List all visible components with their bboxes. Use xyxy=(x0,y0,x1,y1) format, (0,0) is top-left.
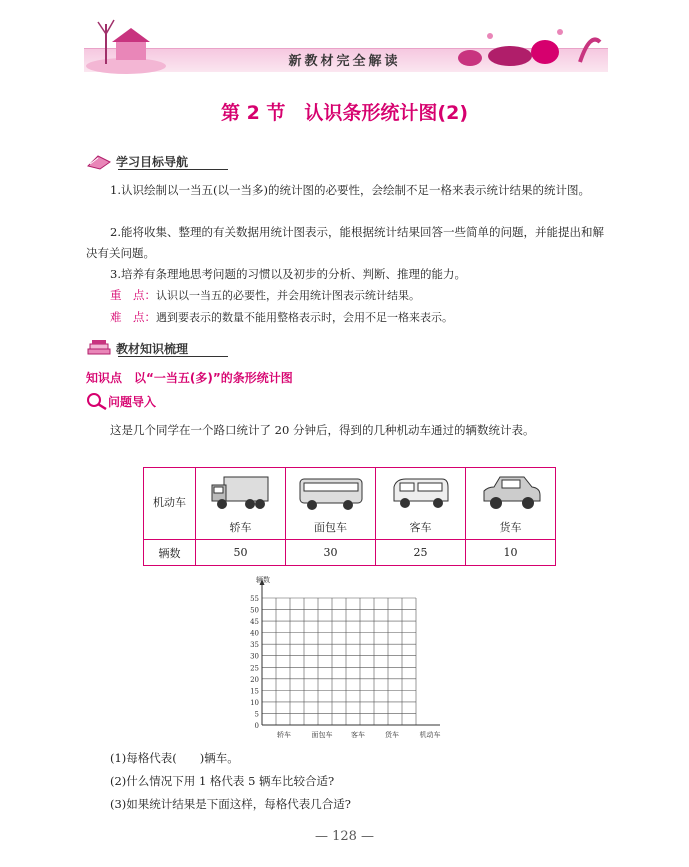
goals-heading: 学习目标导航 xyxy=(116,154,189,169)
difficult-point xyxy=(110,307,610,328)
vehicle-count: 25 xyxy=(376,540,466,566)
y-axis-label: 辆数 xyxy=(256,576,270,584)
y-tick-label: 40 xyxy=(250,629,259,638)
y-tick-label: 20 xyxy=(250,675,259,684)
vehicle-cell xyxy=(466,468,556,540)
x-category-label: 客车 xyxy=(351,731,365,739)
y-tick-label: 5 xyxy=(254,710,259,719)
y-tick-label: 50 xyxy=(250,606,259,615)
problem-intro-header xyxy=(86,392,156,410)
row-label-count: 辆数 xyxy=(144,540,196,566)
goal-item-1: 1.认识绘制以一当五(以一当多)的统计图的必要性，会绘制不足一格来表示统计结果的统计图。 xyxy=(110,183,590,197)
y-tick-label: 15 xyxy=(250,687,259,696)
problem-intro-text: 这是几个同学在一个路口统计了 20 分钟后，得到的几种机动车通过的辆数统计表。 xyxy=(110,423,535,437)
goals-header xyxy=(86,152,188,170)
vehicle-name: 面包车 xyxy=(314,521,347,534)
truck-icon xyxy=(210,473,272,513)
section-title: 第 2 节 认识条形统计图(2) xyxy=(220,102,469,124)
difficult-point-text: 遇到要表示的数量不能用整格表示时，会用不足一格来表示。 xyxy=(156,311,453,324)
y-tick-label: 0 xyxy=(254,722,259,730)
key-point xyxy=(110,285,610,306)
difficult-point-label: 难 点： xyxy=(110,310,156,324)
banner-title: 新教材完全解读 xyxy=(288,54,401,69)
vehicle-count: 50 xyxy=(196,540,286,566)
question-2: (2)什么情况下用 1 格代表 5 辆车比较合适? xyxy=(110,774,335,788)
van-icon xyxy=(390,473,452,513)
knowledge-header xyxy=(86,339,188,357)
vehicle-cell xyxy=(376,468,466,540)
blank-bar-chart-grid xyxy=(240,573,446,741)
book-icon xyxy=(86,152,112,170)
magnifier-icon xyxy=(86,392,108,410)
question-3: (3)如果统计结果是下面这样，每格代表几合适? xyxy=(110,797,351,811)
table-row xyxy=(144,540,556,566)
page-number: — 128 — xyxy=(314,829,375,844)
vehicle-name: 货车 xyxy=(499,521,522,534)
key-point-label: 重 点： xyxy=(110,288,156,302)
y-tick-label: 30 xyxy=(250,652,259,661)
vehicle-count-table xyxy=(143,467,556,566)
goal-item-3: 3.培养有条理地思考问题的习惯以及初步的分析、判断、推理的能力。 xyxy=(110,267,466,281)
x-category-label: 面包车 xyxy=(311,731,333,739)
books-icon xyxy=(86,339,112,357)
knowledge-heading: 教材知识梳理 xyxy=(116,341,189,356)
goal-item-2: 2.能将收集、整理的有关数据用统计图表示，能根据统计结果回答一些简单的问题，并能提出和解决有关问题。 xyxy=(86,225,604,260)
vehicle-cell xyxy=(196,468,286,540)
knowledge-point: 知识点 以“一当五(多)”的条形统计图 xyxy=(86,371,293,385)
x-category-label: 轿车 xyxy=(277,731,291,739)
vehicle-cell xyxy=(286,468,376,540)
y-tick-label: 10 xyxy=(250,698,259,707)
key-point-text: 认识以一当五的必要性，并会用统计图表示统计结果。 xyxy=(156,289,420,302)
vehicle-name: 轿车 xyxy=(229,521,252,534)
problem-intro-label: 问题导入 xyxy=(108,394,157,409)
vehicle-count: 30 xyxy=(286,540,376,566)
question-1: (1)每格代表( )辆车。 xyxy=(110,751,239,765)
row-label-vehicle: 机动车 xyxy=(144,468,196,540)
x-axis-label: 机动车 xyxy=(419,731,441,739)
vehicle-count: 10 xyxy=(466,540,556,566)
y-tick-label: 25 xyxy=(250,664,259,673)
car-icon xyxy=(480,473,542,513)
y-tick-label: 35 xyxy=(250,641,259,650)
x-category-label: 货车 xyxy=(385,731,399,739)
y-tick-label: 55 xyxy=(250,595,259,603)
y-tick-label: 45 xyxy=(250,618,259,627)
bus-icon xyxy=(298,473,364,513)
table-row xyxy=(144,468,556,540)
vehicle-name: 客车 xyxy=(409,521,432,534)
